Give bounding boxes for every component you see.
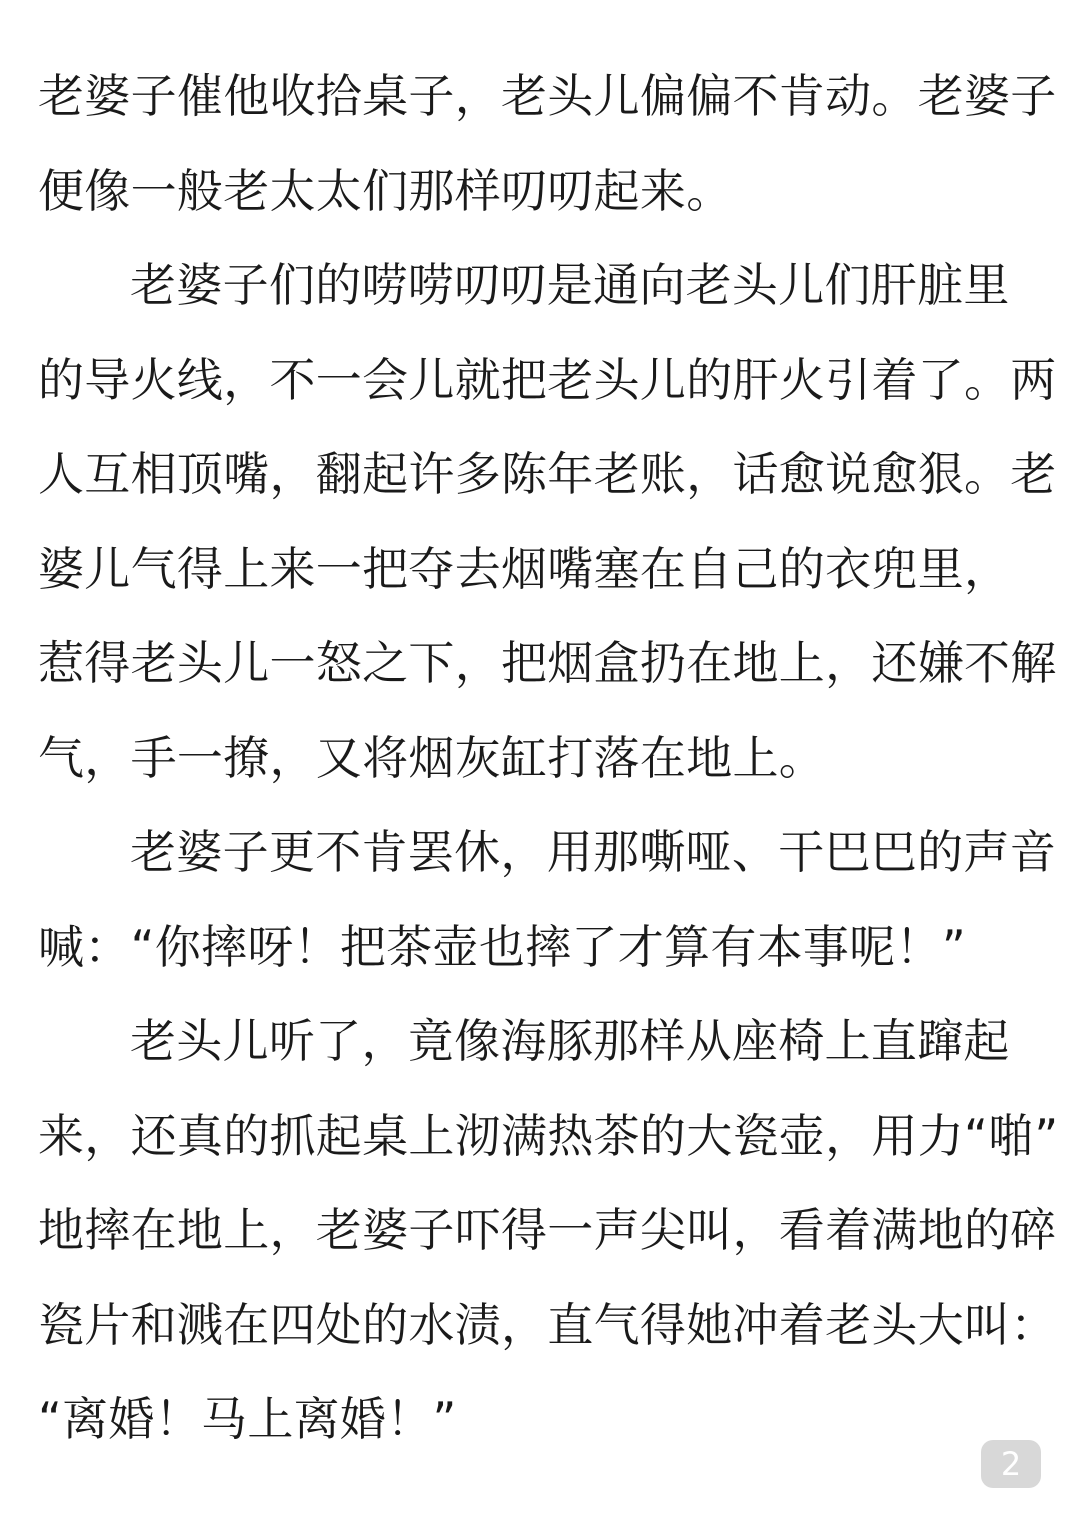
- text-line: 瓷片和溅在四处的水渍，直气得她冲着老头大叫：: [38, 1297, 1057, 1352]
- text-line: 老婆子们的唠唠叨叨是通向老头儿们肝脏里: [130, 258, 1010, 312]
- text-line: 婆儿气得上来一把夺去烟嘴塞在自己的衣兜里，: [38, 541, 1011, 596]
- text-line: 喊：“你摔呀！把茶壶也摔了才算有本事呢！”: [38, 919, 966, 974]
- text-line: 老婆子催他收拾桌子，老头儿偏偏不肯动。老婆子: [38, 69, 1057, 123]
- text-line: 地摔在地上，老婆子吓得一声尖叫，看着满地的碎: [38, 1203, 1057, 1257]
- paragraph-1: [38, 56, 1057, 245]
- text-line: 便像一般老太太们那样叨叨起来。: [38, 163, 733, 218]
- text-line: “离婚！马上离婚！”: [38, 1392, 457, 1446]
- text-line: 老头儿听了，竟像海豚那样从座椅上直蹿起: [130, 1014, 1010, 1068]
- text-line: 人互相顶嘴，翻起许多陈年老账，话愈说愈狠。老: [38, 447, 1057, 501]
- text-line: 老婆子更不肯罢休，用那嘶哑、干巴巴的声音: [130, 825, 1056, 879]
- paragraph-2: [38, 245, 1057, 812]
- text-line: 气，手一撩，又将烟灰缸打落在地上。: [38, 730, 826, 785]
- text-line: 惹得老头儿一怒之下，把烟盒扔在地上，还嫌不解: [38, 636, 1057, 690]
- text-line: 的导火线，不一会儿就把老头儿的肝火引着了。两: [38, 352, 1057, 407]
- page-number-badge: 2: [981, 1440, 1041, 1488]
- text-line: 来，还真的抓起桌上沏满热茶的大瓷壶，用力“啪”: [38, 1108, 1059, 1163]
- document-body: [38, 56, 1059, 1474]
- paragraph-4: [38, 1001, 1059, 1474]
- paragraph-3: [38, 812, 1056, 1001]
